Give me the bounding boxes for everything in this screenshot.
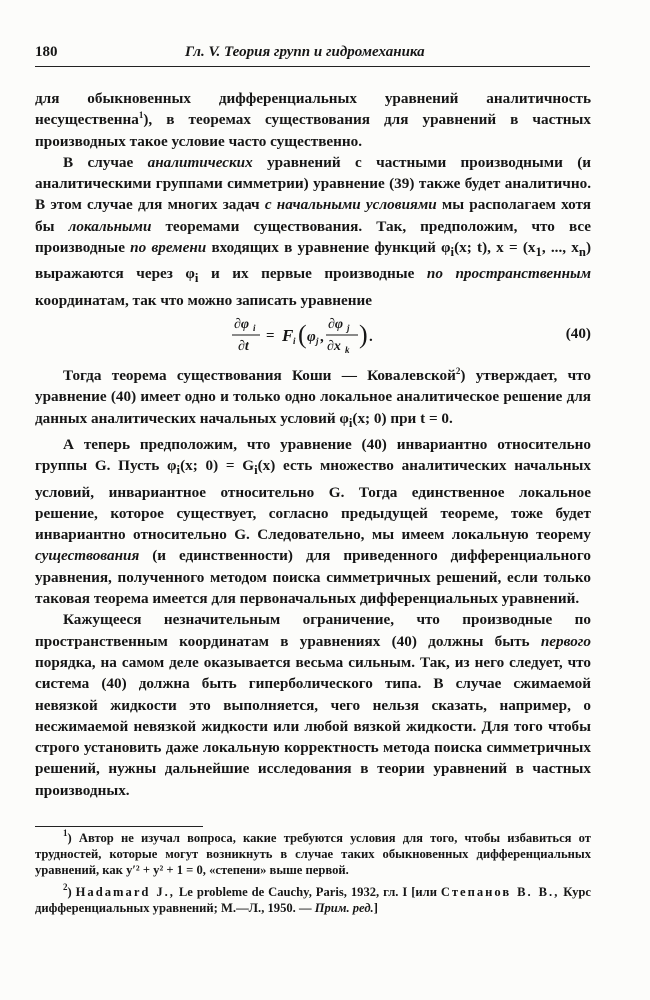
svg-text:i: i bbox=[253, 323, 256, 334]
svg-text:φ: φ bbox=[307, 329, 316, 346]
footnote-2: $^2$) Hadamard J., Le probleme de Cauchy, Paris, 1932, гл. I [или Степанов В. В., Курс дифференциальных уравнений; М.—Л., 1950. — Прим. ред.] bbox=[35, 882, 591, 916]
equation-number: (40) bbox=[565, 325, 591, 343]
running-title: Гл. V. Теория групп и гидромеханика bbox=[185, 44, 425, 60]
svg-text:k: k bbox=[345, 345, 350, 356]
svg-text:,: , bbox=[320, 329, 324, 346]
page-header bbox=[35, 44, 590, 67]
page-number: 180 bbox=[35, 44, 58, 60]
paragraph-2: В случае аналитических уравнений с частными производными (и аналитическими группами симметрии) уравнение (39) также будет аналитично. В этом случае для многих задач с начальными условиями мы располагаем хотя бы локальными теоремами существования. Так, предположим, что все производные по времени входящих в уравнение функций $\varphi_i(x$; t), $x = (x_1$, ..., $x_n$) выражаются через $\varphi_i$ и их первые производные по пространственным координатам, так что можно записать уравнение bbox=[35, 153, 592, 309]
svg-text:(: ( bbox=[298, 320, 307, 350]
footnote-1: $^1$) Автор не изучал вопроса, какие требуются условия для того, чтобы избавиться от трудностей, которые могут возникнуть в случае таких обыкновенных дифференциальных уравнений, как y′² + y² + 1 = 0, «степени» выше первой. bbox=[35, 828, 591, 878]
svg-text:j: j bbox=[347, 323, 350, 334]
svg-text:j: j bbox=[316, 336, 319, 347]
paragraph-5: Кажущееся незначительным ограничение, что производные по пространственным координатам в уравнениях (40) должны быть первого порядка, на самом деле оказывается весьма сильным. Так, из него следует, что система (40) должна быть гиперболического типа. В случае сжимаемой невязкой жидкости это выполняется, чего нельзя сказать, например, о несжимаемой невязкой жидкости или любой вязкой жидкости. Для того чтобы строго установить даже локальную корректность метода поиска симметричных решений, нужны дальнейшие исследования в теории уравнений в частных производных. bbox=[35, 611, 591, 799]
svg-text:): ) bbox=[359, 320, 368, 350]
svg-text:∂φ: ∂φ bbox=[234, 317, 250, 333]
svg-text:=: = bbox=[266, 328, 275, 345]
main-text bbox=[35, 88, 591, 801]
svg-text:∂t: ∂t bbox=[238, 339, 249, 355]
footnote-divider bbox=[35, 826, 203, 827]
svg-text:.: . bbox=[369, 329, 373, 346]
svg-text:F: F bbox=[282, 326, 294, 346]
paragraph-4: А теперь предположим, что уравнение (40) инвариантно относительно группы G. Пусть $\varphi_i(x$; $0) = G_i(x)$ есть множество аналитических начальных условий, инвариантное относительно G. Тогда единственное локальное решение, которое существует, согласно предыдущей теореме, тоже будет инвариантно относительно G. Следовательно, мы имеем локальную теорему существования (и единственности) для приведенного дифференциального уравнения, полученного методом поиска симметричных решений, если только таковая теорема имеется для первоначальных дифференциальных уравнений. bbox=[35, 435, 592, 608]
paragraph-1: для обыкновенных дифференциальных уравнений аналитичность несущественна$^1$), в теоремах существования для уравнений в частных производных такое условие часто существенно. bbox=[35, 90, 591, 150]
equation-40-formula bbox=[230, 313, 440, 357]
footnote-ref-2: 2 bbox=[455, 366, 461, 377]
footnote-ref-1: 1 bbox=[138, 110, 144, 121]
svg-text:i: i bbox=[293, 336, 296, 347]
paragraph-3: Тогда теорема существования Коши — Ковалевской$^2$) утверждает, что уравнение (40) имеет одно и только одно локальное аналитическое решение для данных аналитических начальных условий $\varphi_i(x$; 0) при t = 0. bbox=[35, 366, 591, 430]
equation-40 bbox=[35, 313, 591, 357]
svg-text:∂φ: ∂φ bbox=[328, 317, 344, 333]
svg-text:∂x: ∂x bbox=[327, 339, 341, 355]
